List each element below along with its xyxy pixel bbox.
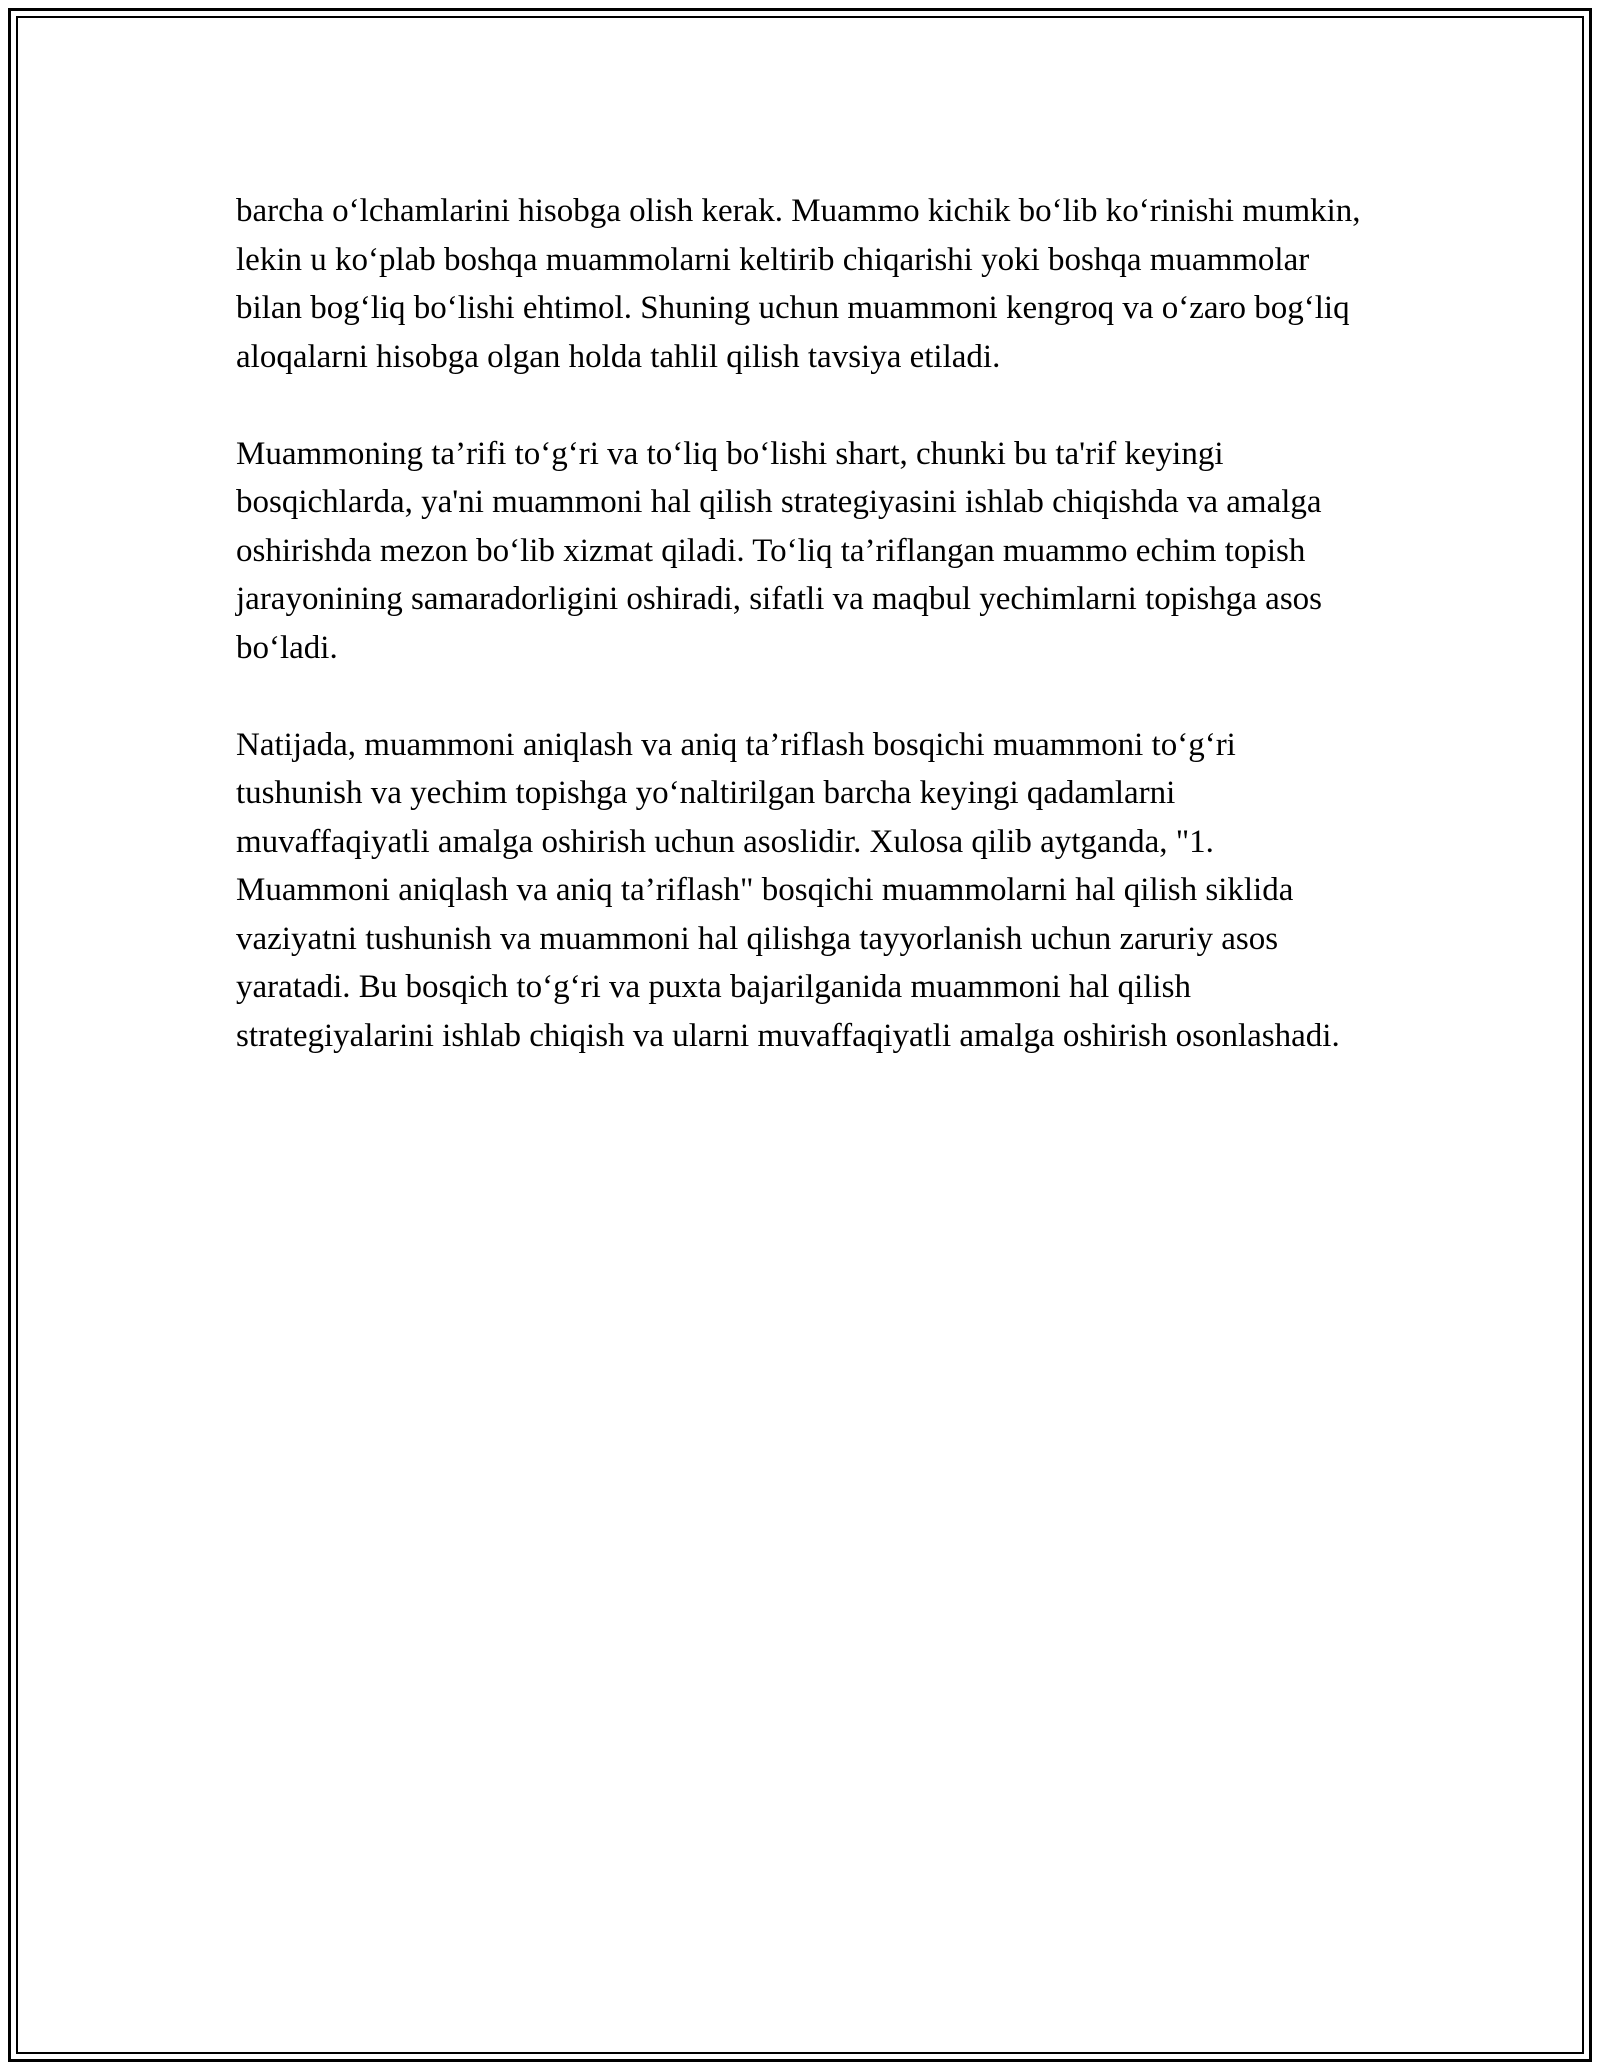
- paragraph-1: barcha o‘lchamlarini hisobga olish kerak. Muammo kichik bo‘lib ko‘rinishi mumkin, lekin u ko‘plab boshqa muammolarni keltirib chiqarishi yoki boshqa muammolar bilan bog‘liq bo‘lishi ehtimol. Shuning uchun muammoni kengroq va o‘zaro bog‘liq aloqalarni hisobga olgan holda tahlil qilish tavsiya etiladi.: [236, 193, 1361, 375]
- paragraph-3: Natijada, muammoni aniqlash va aniq ta’riflash bosqichi muammoni to‘g‘ri tushunish va yechim topishga yo‘naltirilgan barcha keyingi qadamlarni muvaffaqiyatli amalga oshirish uchun asoslidir. Xulosa qilib aytganda, "1. Muammoni aniqlash va aniq ta’riflash" bosqichi muammolarni hal qilish siklida vaziyatni tushunish va muammoni hal qilishga tayyorlanish uchun zaruriy asos yaratadi. Bu bosqich to‘g‘ri va puxta bajarilganida muammoni hal qilish strategiyalarini ishlab chiqish va ularni muvaffaqiyatli amalga oshirish osonlashadi.: [236, 726, 1340, 1054]
- paragraph-2: Muammoning ta’rifi to‘g‘ri va to‘liq bo‘lishi shart, chunki bu ta'rif keyingi bosqichlarda, ya'ni muammoni hal qilish strategiyasini ishlab chiqishda va amalga oshirishda mezon bo‘lib xizmat qiladi. To‘liq ta’riflangan muammo echim topish jarayonining samaradorligini oshiradi, sifatli va maqbul yechimlarni topishga asos bo‘ladi.: [236, 435, 1323, 666]
- document-body: [236, 187, 1366, 1109]
